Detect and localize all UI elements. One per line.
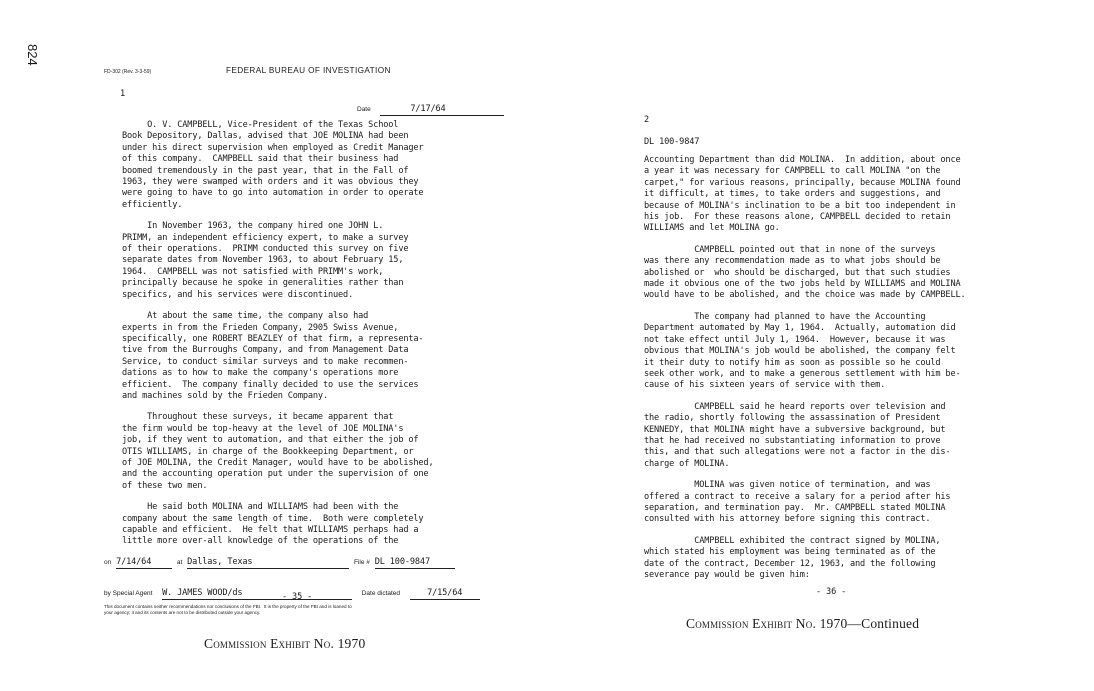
right-page [540, 0, 1094, 691]
right-page-number: - 36 - [816, 587, 847, 597]
on-value: 7/14/64 [116, 557, 172, 569]
right-paragraph-1: Accounting Department than did MOLINA. In addition, about once a year it was necessary for CAMPBELL to call MOLINA "on the carpet," for various reasons, principally, because MOLINA found it difficult, at times, to take orders and suggestions, and because of MOLINA's inclination to be a bit too independent in his job. For these reasons alone, CAMPBELL decided to retain WILLIAMS and let MOLINA go. [644, 155, 961, 234]
left-body [122, 120, 482, 558]
report-date [357, 96, 504, 116]
left-caption [204, 636, 365, 652]
left-paragraph-3: At about the same time, the company also had experts in from the Frieden Company, 2905 Swiss Avenue, specifically, one ROBERT BEAZLEY of that firm, a representa- tive from the Burroughs Company, and from Management Data Service, to conduct similar surveys and to make recommen- dations as to how to make the company's operations more efficient. The company finally decided to use the services and machines sold by the Frieden Company. [122, 311, 424, 401]
at-value: Dallas, Texas [187, 557, 349, 569]
right-paragraph-6: CAMPBELL exhibited the contract signed by MOLINA, which stated his employment was being terminated as of the date of the contract, December 12, 1963, and the following severance pay would be given him: [644, 535, 941, 580]
right-caption-number: 1970—Continued [819, 616, 920, 631]
right-caption-prefix: Commission Exhibit No. [686, 616, 817, 631]
dictated-label: Date dictated [361, 590, 401, 597]
date-label: Date [357, 106, 371, 113]
right-paragraph-3: The company had planned to have the Accounting Department automated by May 1, 1964. Actually, automation did not take effect until July 1, 1964. However, because it was obvious that MOLINA's job would be abolished, the company felt it their duty to notify him as soon as possible so he could seek other work, and to make a generous settlement with him be- cause of his sixteen years of service with them. [644, 311, 961, 391]
file-label: File # [353, 559, 370, 566]
right-body [644, 155, 1084, 591]
at-label: at [176, 559, 183, 566]
right-paragraph-5: MOLINA was given notice of termination, and was offered a contract to receive a salary for a period after his separation, and termination pay. Mr. CAMPBELL stated MOLINA consulted with his attorney before signing this contract. [644, 480, 951, 525]
right-paragraph-4: CAMPBELL said he heard reports over television and the radio, shortly following the assassination of President KENNEDY, that MOLINA might have a subversive background, but that he had received no substantiating information to prove this, and that such allegations were not a factor in the dis- charge of MOLINA. [644, 401, 951, 469]
left-page [0, 0, 540, 691]
left-caption-number: 1970 [337, 636, 366, 651]
right-paragraph-2: CAMPBELL pointed out that in none of the surveys was there any recommendation made as to what jobs should be abolished or who should be discharged, but that such studies made it obvious one of the two jobs held by WILLIAMS and MOLINA would have to be abolished, and the choice was made by CAMPBELL. [644, 244, 966, 301]
dictated-value: 7/15/64 [410, 588, 480, 600]
fbi-disclaimer: This document contains neither recommendations nor conclusions of the FBI. It is the property of the FBI and is loaned to your agency; it and its contents are not to be distributed outside your agency. [104, 604, 352, 615]
margin-page-number: 824 [25, 44, 40, 66]
file-value: DL 100-9847 [375, 557, 455, 569]
date-value: 7/17/64 [380, 104, 504, 116]
left-paragraph-5: He said both MOLINA and WILLIAMS had been with the company about the same length of time. Both were completely capable and efficient. He felt that WILLIAMS perhaps had a little more over-all knowledge of the operations of the [122, 502, 424, 547]
left-paragraph-2: In November 1963, the company hired one JOHN L. PRIMM, an independent efficiency expert, to make a survey of their operations. PRIMM conducted this survey on five separate dates from November 1963, to about February 15, 1964. CAMPBELL was not satisfied with PRIMM's work, principally because he spoke in generalities rather than specifics, and his services were discontinued. [122, 221, 409, 300]
footer-line-1 [104, 557, 496, 569]
agent-label: by Special Agent [104, 590, 153, 597]
page-index: 1 [120, 89, 126, 99]
left-caption-prefix: Commission Exhibit No. [204, 636, 335, 651]
left-paragraph-4: Throughout these surveys, it became apparent that the firm would be top-heavy at the level of JOE MOLINA's job, if they went to automation, and that either the job of OTIS WILLIAMS, in charge of the Bookkeeping Department, or of JOE MOLINA, the Credit Manager, would have to be abolished, and the accounting operation put under the supervision of one of these two men. [122, 412, 434, 491]
agent-value: W. JAMES WOOD/ds [162, 588, 352, 600]
left-paragraph-1: O. V. CAMPBELL, Vice-President of the Texas School Book Depository, Dallas, advised that JOE MOLINA had been under his direct supervision when employed as Credit Manager of this company. CAMPBELL said that their business had boomed tremendously in the past year, that in the Fall of 1963, they were swamped with orders and it was obvious they were going to have to go into automation in order to operate efficiently. [122, 120, 424, 210]
right-file-ref: DL 100-9847 [644, 137, 700, 147]
form-number: FD-302 (Rev. 3-3-59) [104, 69, 152, 75]
right-page-index: 2 [644, 115, 650, 125]
left-page-number: - 35 - [282, 592, 313, 602]
agency-header: FEDERAL BUREAU OF INVESTIGATION [226, 66, 391, 75]
on-label: on [104, 559, 112, 566]
right-caption [686, 616, 919, 632]
